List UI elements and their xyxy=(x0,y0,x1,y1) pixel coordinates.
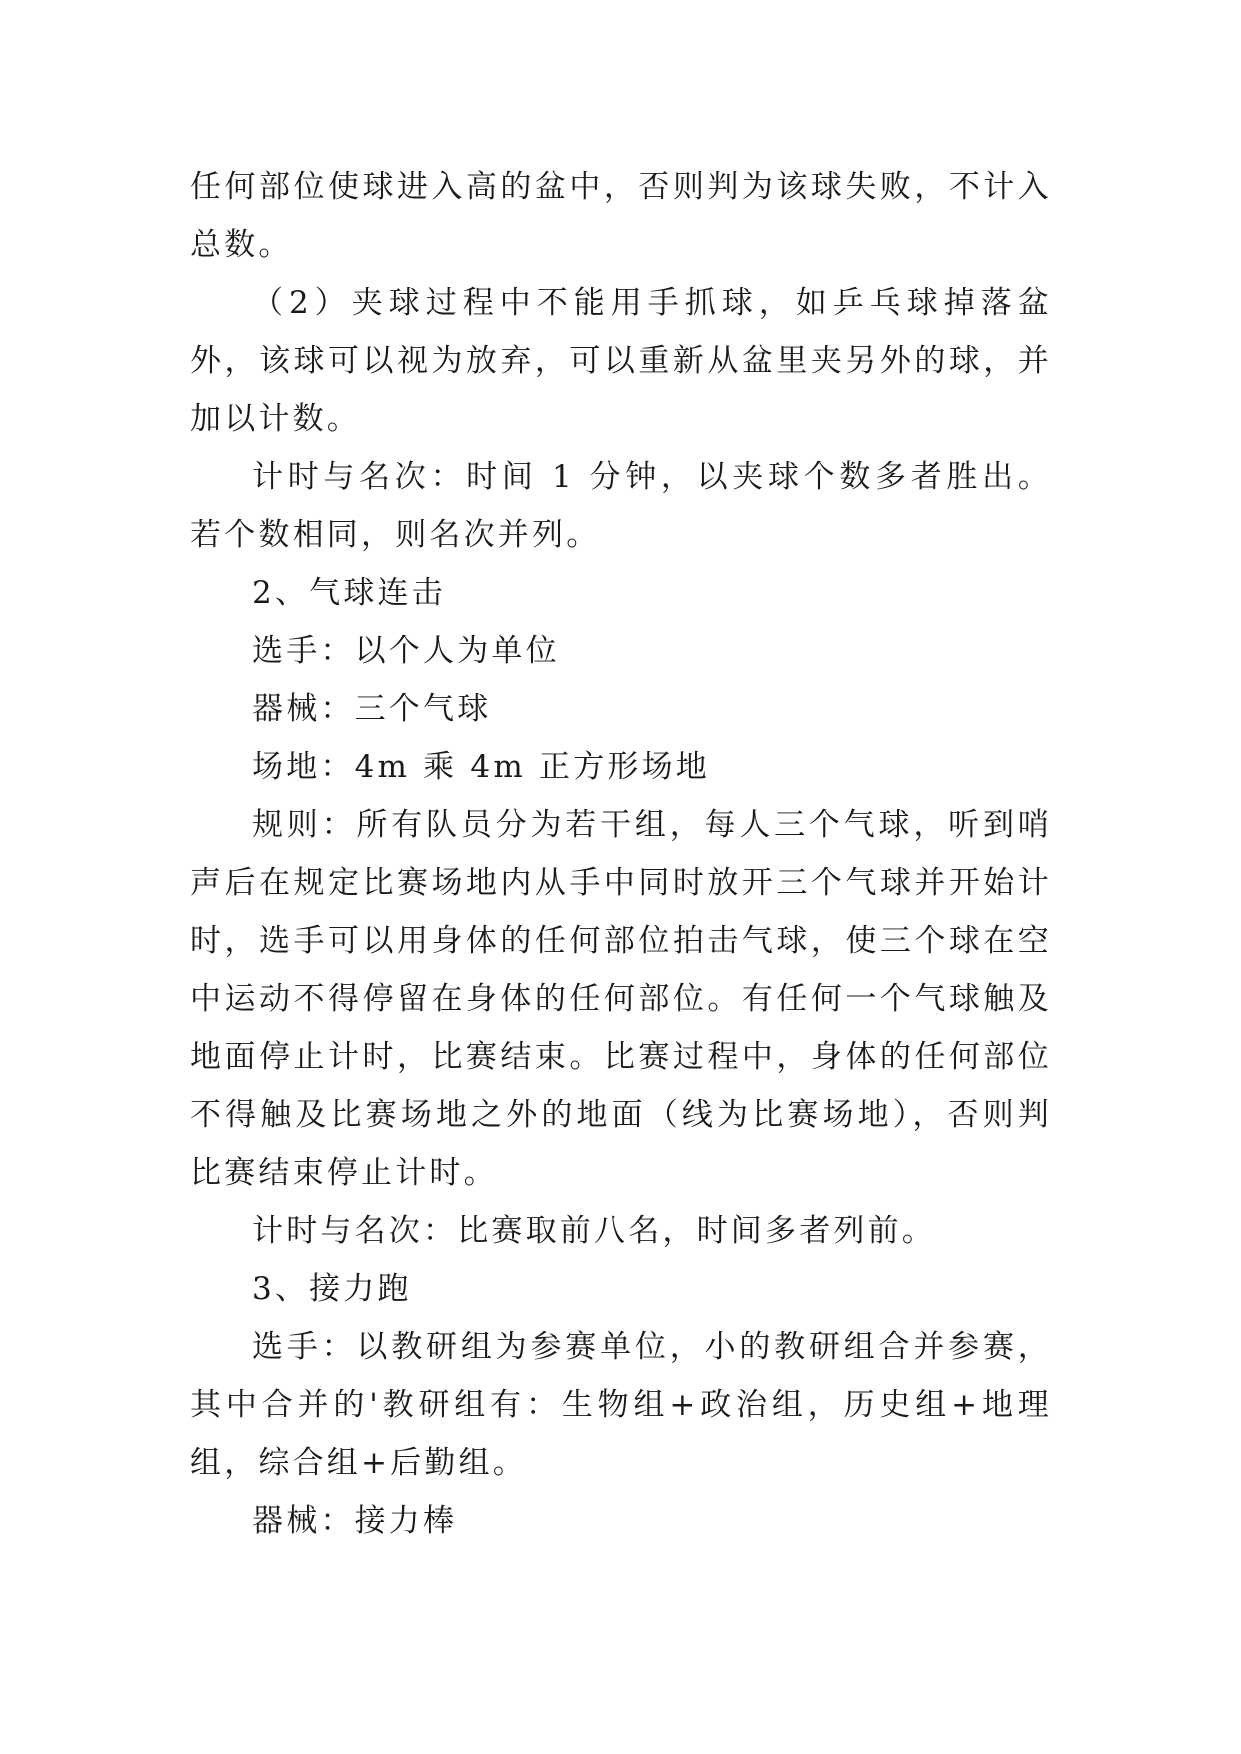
paragraph-rules-2: 规则：所有队员分为若干组，每人三个气球，听到哨声后在规定比赛场地内从手中同时放开三个气球并开始计时，选手可以用身体的任何部位拍击气球，使三个球在空中运动不得停留在身体的任何部位。有任何一个气球触及地面停止计时，比赛结束。比赛过程中，身体的任何部位不得触及比赛场地之外的地面（线为比赛场地），否则判比赛结束停止计时。 xyxy=(190,807,1052,1191)
heading-relay-race: 3、接力跑 xyxy=(252,1271,412,1307)
paragraph-equipment-2: 器械：三个气球 xyxy=(252,691,492,727)
paragraph-venue-2: 场地：4m 乘 4m 正方形场地 xyxy=(252,749,710,785)
heading-balloon-game: 2、气球连击 xyxy=(252,575,446,611)
paragraph-continuation: 任何部位使球进入高的盆中，否则判为该球失败，不计入总数。 xyxy=(190,169,1052,263)
paragraph-timing-ranking-2: 计时与名次：比赛取前八名，时间多者列前。 xyxy=(252,1213,936,1249)
document-body xyxy=(190,158,1052,1550)
paragraph-rule-2: （2）夹球过程中不能用手抓球，如乒乓球掉落盆外，该球可以视为放弃，可以重新从盆里夹另外的球，并加以计数。 xyxy=(190,285,1052,437)
paragraph-equipment-3: 器械：接力棒 xyxy=(252,1503,458,1539)
paragraph-timing-ranking-1: 计时与名次：时间 1 分钟，以夹球个数多者胜出。若个数相同，则名次并列。 xyxy=(190,459,1052,553)
paragraph-players-3: 选手：以教研组为参赛单位，小的教研组合并参赛，其中合并的'教研组有：生物组+政治组，历史组+地理组，综合组+后勤组。 xyxy=(190,1329,1052,1481)
paragraph-players-2: 选手：以个人为单位 xyxy=(252,633,560,669)
